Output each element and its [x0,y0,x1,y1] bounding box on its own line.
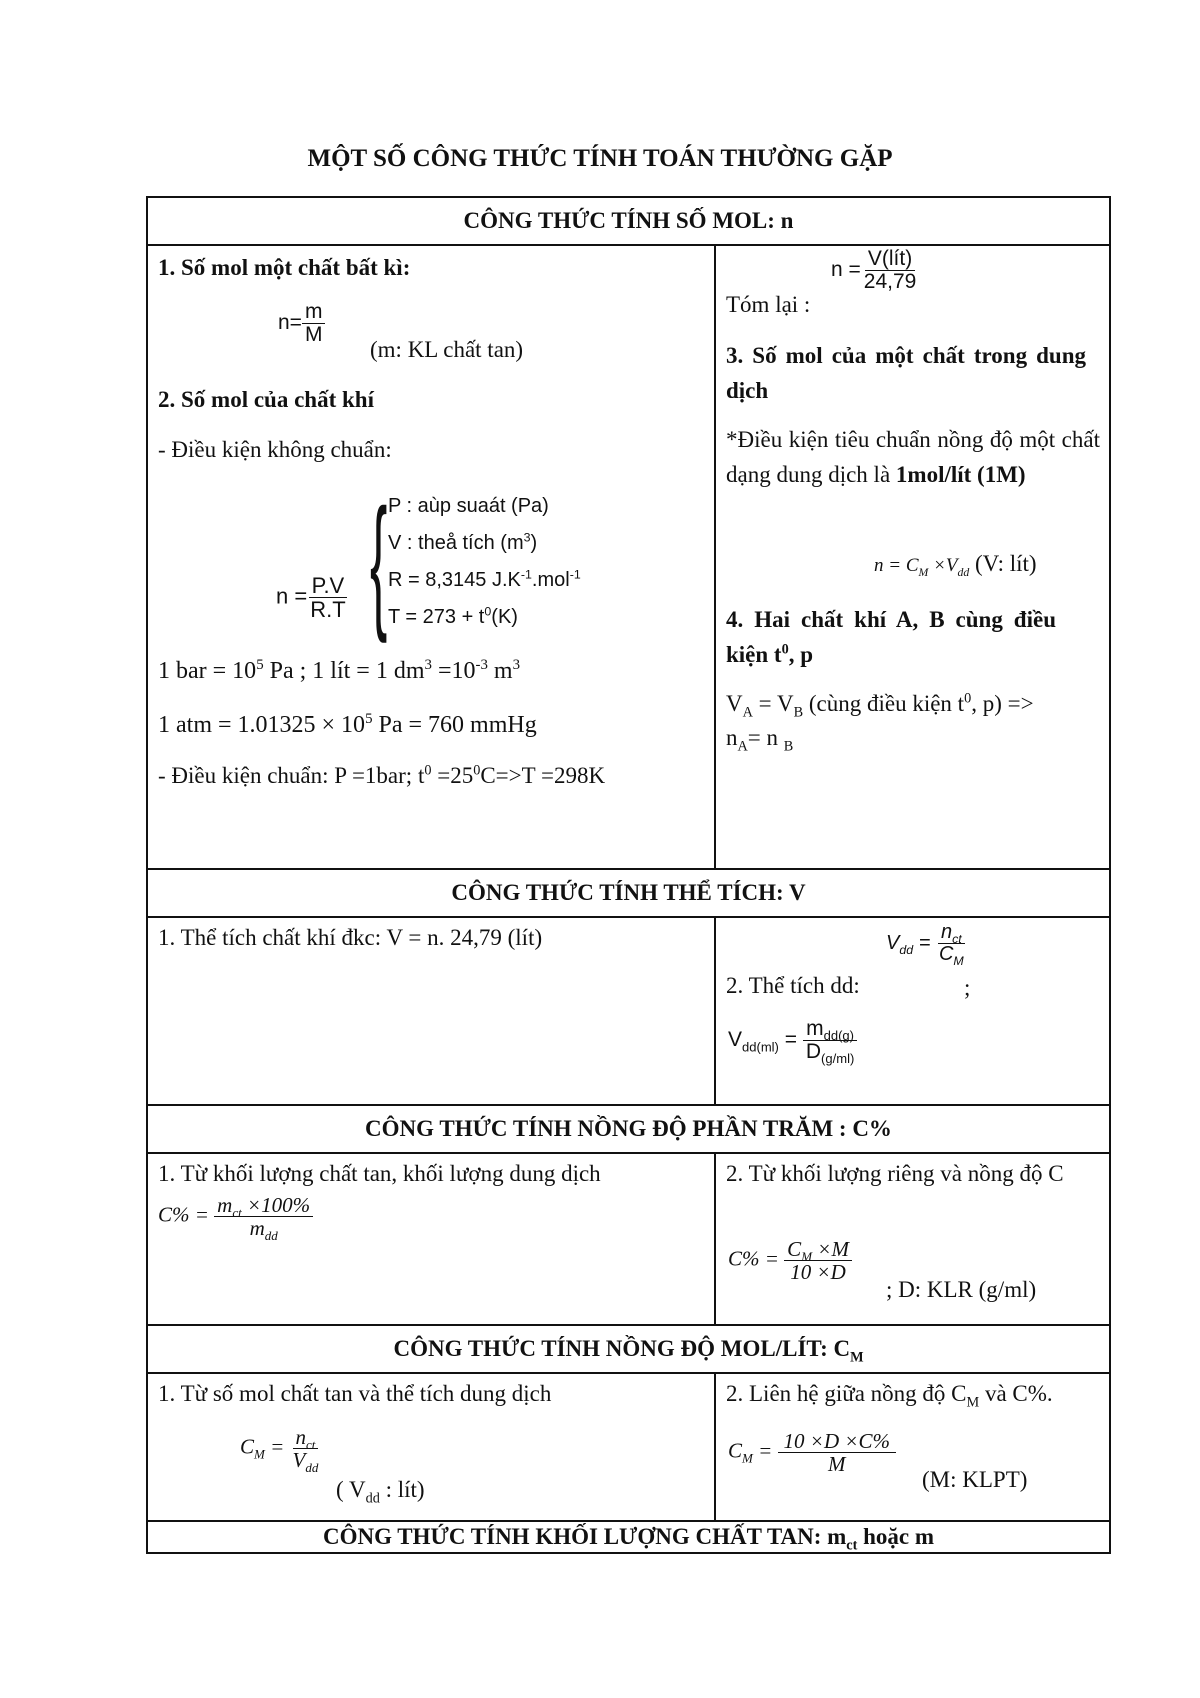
gas-volume-equality: $V_A = V_B$ (cùng điều kiện $t^0$, p) => [726,690,1034,721]
mol-heading-1: 1. Số mol một chất bất kì: [158,255,411,280]
molar-method-2: 2. Liên hệ giữa nồng độ $C_M$ và C%. [726,1381,1053,1411]
molar-mass-note: (M: KLPT) [922,1467,1028,1492]
solution-volume-separator: ; [964,975,971,1000]
molar-left-cell [148,1374,716,1520]
mol-heading-3: 3. Số mol của một chất trong dung dịch [726,343,1086,403]
page-title: MỘT SỐ CÔNG THỨC TÍNH TOÁN THƯỜNG GẶP [307,145,893,172]
percent-left-cell [148,1154,716,1324]
formula-c-percent-mass: C% = $\frac{m_{ct} \times 100\%}{m_{dd}}$ [158,1194,313,1239]
section-header-volume: CÔNG THỨC TÍNH THỂ TÍCH: V [148,870,1109,918]
formula-n-m-M: n= $\frac{m}{M}$ [278,301,325,346]
formula-n-cm-v: $n = C_M \times V_{dd}$ (V: lít) [874,551,1037,579]
formula-table [146,196,1111,1554]
formula-cm-percent: $C_M$ = $\frac{10 \times D \times C\%}{M}$ [728,1430,896,1475]
standard-condition: - Điều kiện chuẩn: P =1bar; $t^0 =25^0C=>T =298K$ [158,762,606,788]
units-bar-litre: 1 bar = $10^5$ Pa ; 1 lít = 1 $dm^3 =10^{-3}$ $m^3$ [158,657,520,684]
formula-vdd-n-cm: $V_{dd}$ = $\frac{n_{ct}}{C_M}$ [886,921,964,968]
variable-p: P : aùp suaát (Pa) [388,495,549,517]
percent-method-2: 2. Từ khối lượng riêng và nồng độ C [726,1161,1064,1186]
formula-vdd-m-d: $V_{dd(ml)}$ = $\frac{m_{dd(g)}}{D_{(g/ml)}}$ [728,1018,857,1063]
standard-solution-note: *Điều kiện tiêu chuẩn nồng độ một chất dạng dung dịch là 1mol/lít (1M) [726,427,1100,487]
molar-right-cell [716,1374,1109,1520]
section-header-molar: CÔNG THỨC TÍNH NỒNG ĐỘ MOL/LÍT: $C_M$ [148,1326,1109,1374]
percent-method-1: 1. Từ khối lượng chất tan, khối lượng dung dịch [158,1161,601,1186]
volume-right-cell [716,918,1109,1104]
summary-label: Tóm lại : [726,292,811,317]
volume-unit-note: ( $V_{dd}$ : lít) [336,1477,425,1507]
mol-right-cell [716,246,1109,868]
formula-c-percent-cm: C% = $\frac{C_M \times M}{10 \times D}$ [728,1238,852,1283]
variable-r: R = 8,3145 $J.K^{-1}.mol^{-1}$ [388,567,581,591]
units-atm: 1 atm = $1.01325 \times 10^5$ Pa = 760 mmHg [158,711,537,738]
solution-volume-label: 2. Thể tích dd: [726,973,860,998]
variable-v: V : theå tích $(m^3)$ [388,530,538,554]
section-header-mass: CÔNG THỨC TÍNH KHỐI LƯỢNG CHẤT TAN: $m_{ct}$ hoặc m [322,1524,935,1554]
section-row-mol [148,246,1109,870]
section-header-mol: CÔNG THỨC TÍNH SỐ MOL: n [148,198,1109,246]
nonstandard-condition-label: - Điều kiện không chuẩn: [158,437,392,462]
mol-heading-4: 4. Hai chất khí A, B cùng điều kiện $t^0$, p [726,607,1056,667]
formula-cm-n-v: $C_M$ = $\frac{n_{ct}}{V_{dd}}$ [240,1425,319,1476]
section-header-percent: CÔNG THỨC TÍNH NỒNG ĐỘ PHẦN TRĂM : C% [148,1106,1109,1154]
mol-left-cell [148,246,716,868]
formula-ideal-gas: n = $\frac{P.V}{R.T}$ [276,573,346,623]
formula-summary-n: n = $\frac{\text{V(lít)}}{24,79}$ [831,247,917,294]
section-row-volume [148,918,1109,1106]
volume-left-cell [148,918,716,1104]
gas-volume-standard: 1. Thể tích chất khí đkc: V = n. 24,79 (lít) [158,925,543,950]
ideal-gas-variable-list [388,488,581,636]
gas-mole-equality: $n_A= n$ $_B$ [726,725,794,755]
mol-heading-2: 2. Số mol của chất khí [158,387,374,412]
percent-right-cell [716,1154,1109,1324]
molar-method-1: 1. Từ số mol chất tan và thể tích dung dịch [158,1381,552,1406]
formula-n-m-M-note: (m: KL chất tan) [370,337,524,362]
section-row-molar [148,1374,1109,1522]
variable-t: $T = 273 + t^0(K)$ [388,604,518,628]
section-row-percent [148,1154,1109,1326]
density-note: ; D: KLR (g/ml) [886,1277,1037,1302]
brace-symbol: { [370,479,388,644]
